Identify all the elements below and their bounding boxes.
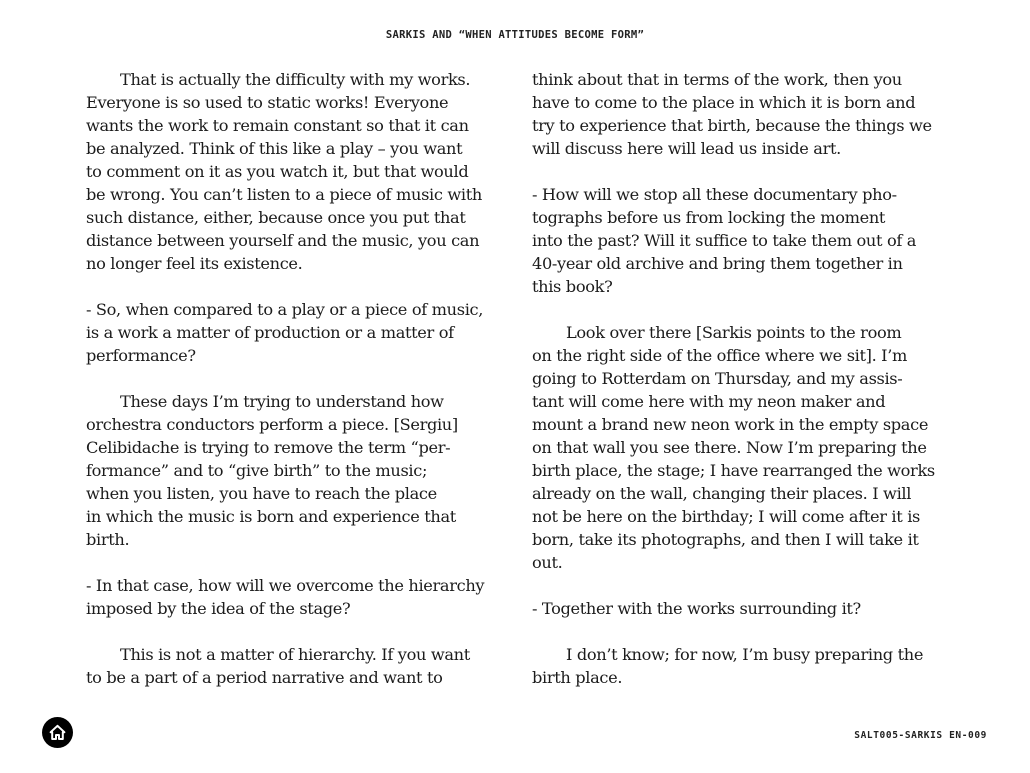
home-icon bbox=[49, 724, 66, 741]
text-line: Look over there [Sarkis points to the room bbox=[566, 323, 902, 342]
paragraph bbox=[86, 298, 526, 367]
text-line: wants the work to remain constant so that it can bbox=[86, 116, 469, 135]
text-line: - How will we stop all these documentary pho- bbox=[532, 185, 897, 204]
text-line: distance between yourself and the music, you can bbox=[86, 231, 480, 250]
text-line: performance? bbox=[86, 346, 196, 365]
text-line: when you listen, you have to reach the place bbox=[86, 484, 437, 503]
text-line: I don’t know; for now, I’m busy preparing the bbox=[566, 645, 924, 664]
paragraph bbox=[86, 390, 526, 551]
text-line: 40-year old archive and bring them together in bbox=[532, 254, 903, 273]
paragraph bbox=[532, 597, 972, 620]
page-folio: SALT005-SARKIS EN-009 bbox=[854, 730, 987, 741]
paragraph-gap bbox=[532, 298, 972, 321]
paragraph bbox=[532, 183, 972, 298]
text-line: Celibidache is trying to remove the term “per- bbox=[86, 438, 451, 457]
paragraph-gap bbox=[86, 551, 526, 574]
text-line: have to come to the place in which it is born and bbox=[532, 93, 916, 112]
text-line: That is actually the difficulty with my works. bbox=[120, 70, 471, 89]
paragraph-gap bbox=[532, 574, 972, 597]
text-line: think about that in terms of the work, then you bbox=[532, 70, 902, 89]
paragraph-gap bbox=[86, 367, 526, 390]
text-line: try to experience that birth, because the things we bbox=[532, 116, 932, 135]
paragraph bbox=[532, 321, 972, 574]
text-line: tant will come here with my neon maker and bbox=[532, 392, 886, 411]
text-line: tographs before us from locking the moment bbox=[532, 208, 886, 227]
text-line: to comment on it as you watch it, but that would bbox=[86, 162, 469, 181]
text-line: out. bbox=[532, 553, 563, 572]
text-line: no longer feel its existence. bbox=[86, 254, 303, 273]
paragraph-gap bbox=[86, 620, 526, 643]
paragraph bbox=[532, 643, 972, 689]
paragraph-gap bbox=[86, 275, 526, 298]
paragraph bbox=[532, 68, 972, 160]
text-line: Everyone is so used to static works! Everyone bbox=[86, 93, 449, 112]
text-line: orchestra conductors perform a piece. [Sergiu] bbox=[86, 415, 458, 434]
text-line: be wrong. You can’t listen to a piece of music with bbox=[86, 185, 482, 204]
text-line: mount a brand new neon work in the empty space bbox=[532, 415, 929, 434]
text-line: to be a part of a period narrative and want to bbox=[86, 668, 443, 687]
text-line: - So, when compared to a play or a piece of music, bbox=[86, 300, 484, 319]
text-line: this book? bbox=[532, 277, 613, 296]
text-line: on the right side of the office where we sit]. I’m bbox=[532, 346, 908, 365]
paragraph bbox=[86, 643, 526, 689]
text-line: not be here on the birthday; I will come after it is bbox=[532, 507, 920, 526]
paragraph bbox=[86, 574, 526, 620]
paragraph bbox=[86, 68, 526, 275]
text-line: - In that case, how will we overcome the hierarchy bbox=[86, 576, 485, 595]
text-line: birth place. bbox=[532, 668, 623, 687]
text-line: imposed by the idea of the stage? bbox=[86, 599, 351, 618]
text-line: birth place, the stage; I have rearranged the works bbox=[532, 461, 935, 480]
text-line: formance” and to “give birth” to the music; bbox=[86, 461, 428, 480]
text-line: on that wall you see there. Now I’m preparing the bbox=[532, 438, 927, 457]
left-column bbox=[86, 68, 526, 689]
text-line: be analyzed. Think of this like a play – you want bbox=[86, 139, 463, 158]
text-line: into the past? Will it suffice to take them out of a bbox=[532, 231, 917, 250]
home-button[interactable] bbox=[42, 717, 73, 748]
text-line: will discuss here will lead us inside art. bbox=[532, 139, 841, 158]
paragraph-gap bbox=[532, 620, 972, 643]
text-line: birth. bbox=[86, 530, 130, 549]
text-line: is a work a matter of production or a matter of bbox=[86, 323, 454, 342]
text-line: already on the wall, changing their places. I will bbox=[532, 484, 912, 503]
running-title: SARKIS AND “WHEN ATTITUDES BECOME FORM” bbox=[385, 29, 645, 41]
text-line: These days I’m trying to understand how bbox=[120, 392, 444, 411]
paragraph-gap bbox=[532, 160, 972, 183]
text-line: going to Rotterdam on Thursday, and my assis- bbox=[532, 369, 903, 388]
right-column bbox=[532, 68, 972, 689]
text-line: born, take its photographs, and then I will take it bbox=[532, 530, 919, 549]
text-line: This is not a matter of hierarchy. If you want bbox=[120, 645, 470, 664]
text-line: in which the music is born and experience that bbox=[86, 507, 456, 526]
text-line: such distance, either, because once you put that bbox=[86, 208, 466, 227]
text-line: - Together with the works surrounding it? bbox=[532, 599, 861, 618]
